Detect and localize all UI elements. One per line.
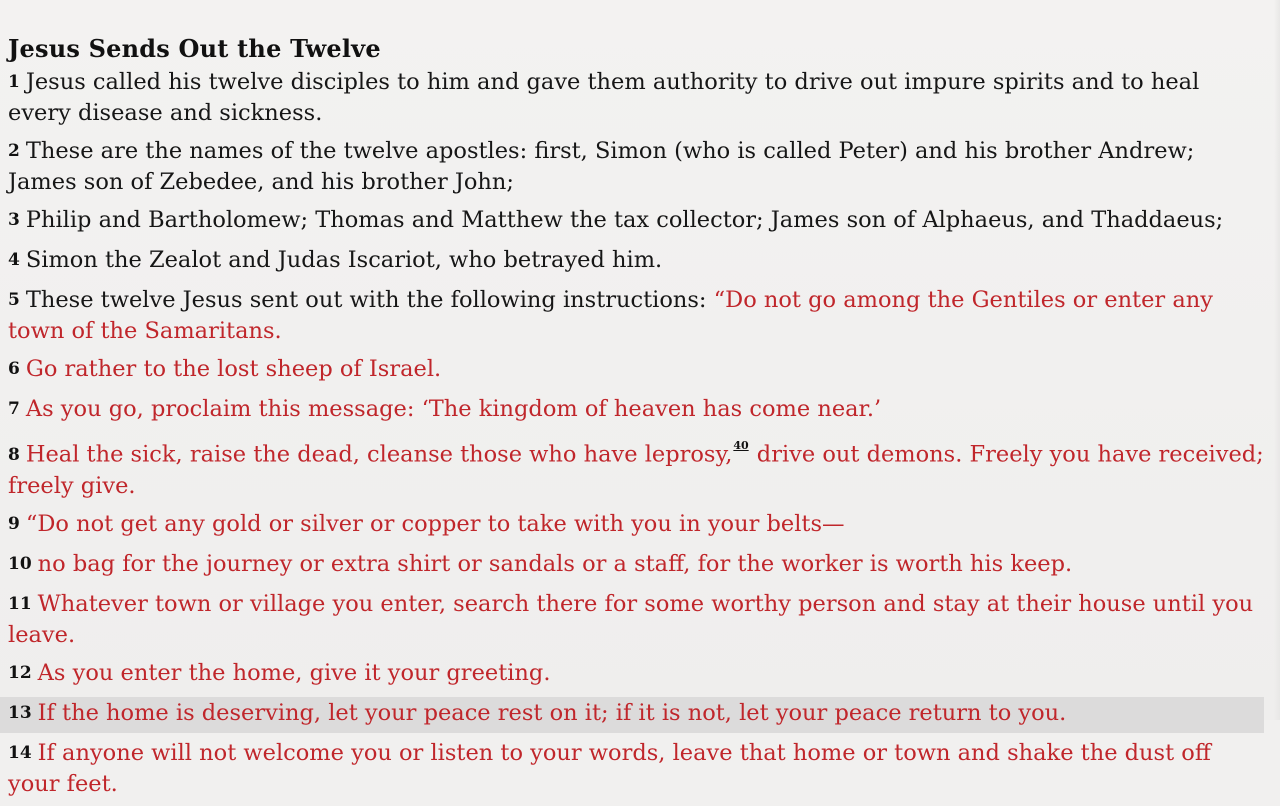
verse-number: 5 <box>8 290 20 310</box>
verse-list <box>0 66 1280 806</box>
verse-1[interactable] <box>0 66 1272 131</box>
page-edge-shadow <box>1274 0 1280 720</box>
verse-text: These twelve Jesus sent out with the following instructions: <box>25 287 714 313</box>
verse-6[interactable] <box>0 353 1272 389</box>
footnote-link[interactable]: 40 <box>733 439 749 452</box>
words-of-jesus-text: “Do not go among the Gentiles or enter any town of the Samaritans. <box>8 287 1213 344</box>
verse-number: 3 <box>8 210 20 230</box>
verse-number: 6 <box>8 359 20 379</box>
verse-number: 10 <box>8 553 32 574</box>
verse-number: 8 <box>8 444 20 465</box>
words-of-jesus-text: As you go, proclaim this message: ‘The kingdom of heaven has come near.’ <box>25 396 882 422</box>
words-of-jesus-text-continued: drive out demons. Freely you have received; freely give. <box>8 441 1264 499</box>
words-of-jesus-text: As you enter the home, give it your greeting. <box>37 659 551 686</box>
verse-number: 9 <box>8 513 20 534</box>
verse-number: 2 <box>8 141 20 161</box>
verse-number: 11 <box>8 593 32 614</box>
verse-13-highlighted[interactable] <box>0 697 1264 733</box>
words-of-jesus-text: If the home is deserving, let your peace rest on it; if it is not, let your peace return to you. <box>37 699 1067 726</box>
verse-9[interactable] <box>0 508 1272 544</box>
verse-number: 4 <box>8 250 20 270</box>
words-of-jesus-text: Heal the sick, raise the dead, cleanse those who have leprosy, <box>25 441 733 468</box>
section-heading: Jesus Sends Out the Twelve <box>8 34 381 63</box>
verse-3[interactable] <box>0 204 1272 240</box>
words-of-jesus-text: Whatever town or village you enter, search there for some worthy person and stay at their house until you leave. <box>8 590 1254 648</box>
verse-11[interactable] <box>0 588 1272 653</box>
words-of-jesus-text: “Do not get any gold or silver or copper to take with you in your belts— <box>25 510 845 537</box>
verse-12[interactable] <box>0 657 1272 693</box>
verse-2[interactable] <box>0 135 1272 200</box>
verse-number: 1 <box>8 72 20 92</box>
verse-text: Simon the Zealot and Judas Iscariot, who betrayed him. <box>25 247 663 273</box>
verse-14[interactable] <box>0 737 1272 802</box>
verse-text: Jesus called his twelve disciples to him and gave them authority to drive out impure spirits and to heal every disease and sickness. <box>8 69 1200 126</box>
words-of-jesus-text: no bag for the journey or extra shirt or sandals or a staff, for the worker is worth his keep. <box>37 550 1073 577</box>
verse-text: These are the names of the twelve apostles: first, Simon (who is called Peter) and his brother Andrew; James son of Zebedee, and his brother John; <box>8 138 1195 195</box>
verse-number: 7 <box>8 399 20 419</box>
verse-5[interactable] <box>0 284 1272 349</box>
words-of-jesus-text: Go rather to the lost sheep of Israel. <box>25 356 442 382</box>
verse-10[interactable] <box>0 548 1272 584</box>
verse-text: Philip and Bartholomew; Thomas and Matthew the tax collector; James son of Alphaeus, and Thaddaeus; <box>25 207 1224 233</box>
verse-4[interactable] <box>0 244 1272 280</box>
verse-number: 13 <box>8 702 32 723</box>
verse-number: 14 <box>8 742 32 763</box>
verse-7[interactable] <box>0 393 1272 429</box>
verse-8[interactable] <box>0 433 1272 504</box>
verse-number: 12 <box>8 662 32 683</box>
words-of-jesus-text: If anyone will not welcome you or listen to your words, leave that home or town and shake the dust off your feet. <box>8 739 1211 797</box>
